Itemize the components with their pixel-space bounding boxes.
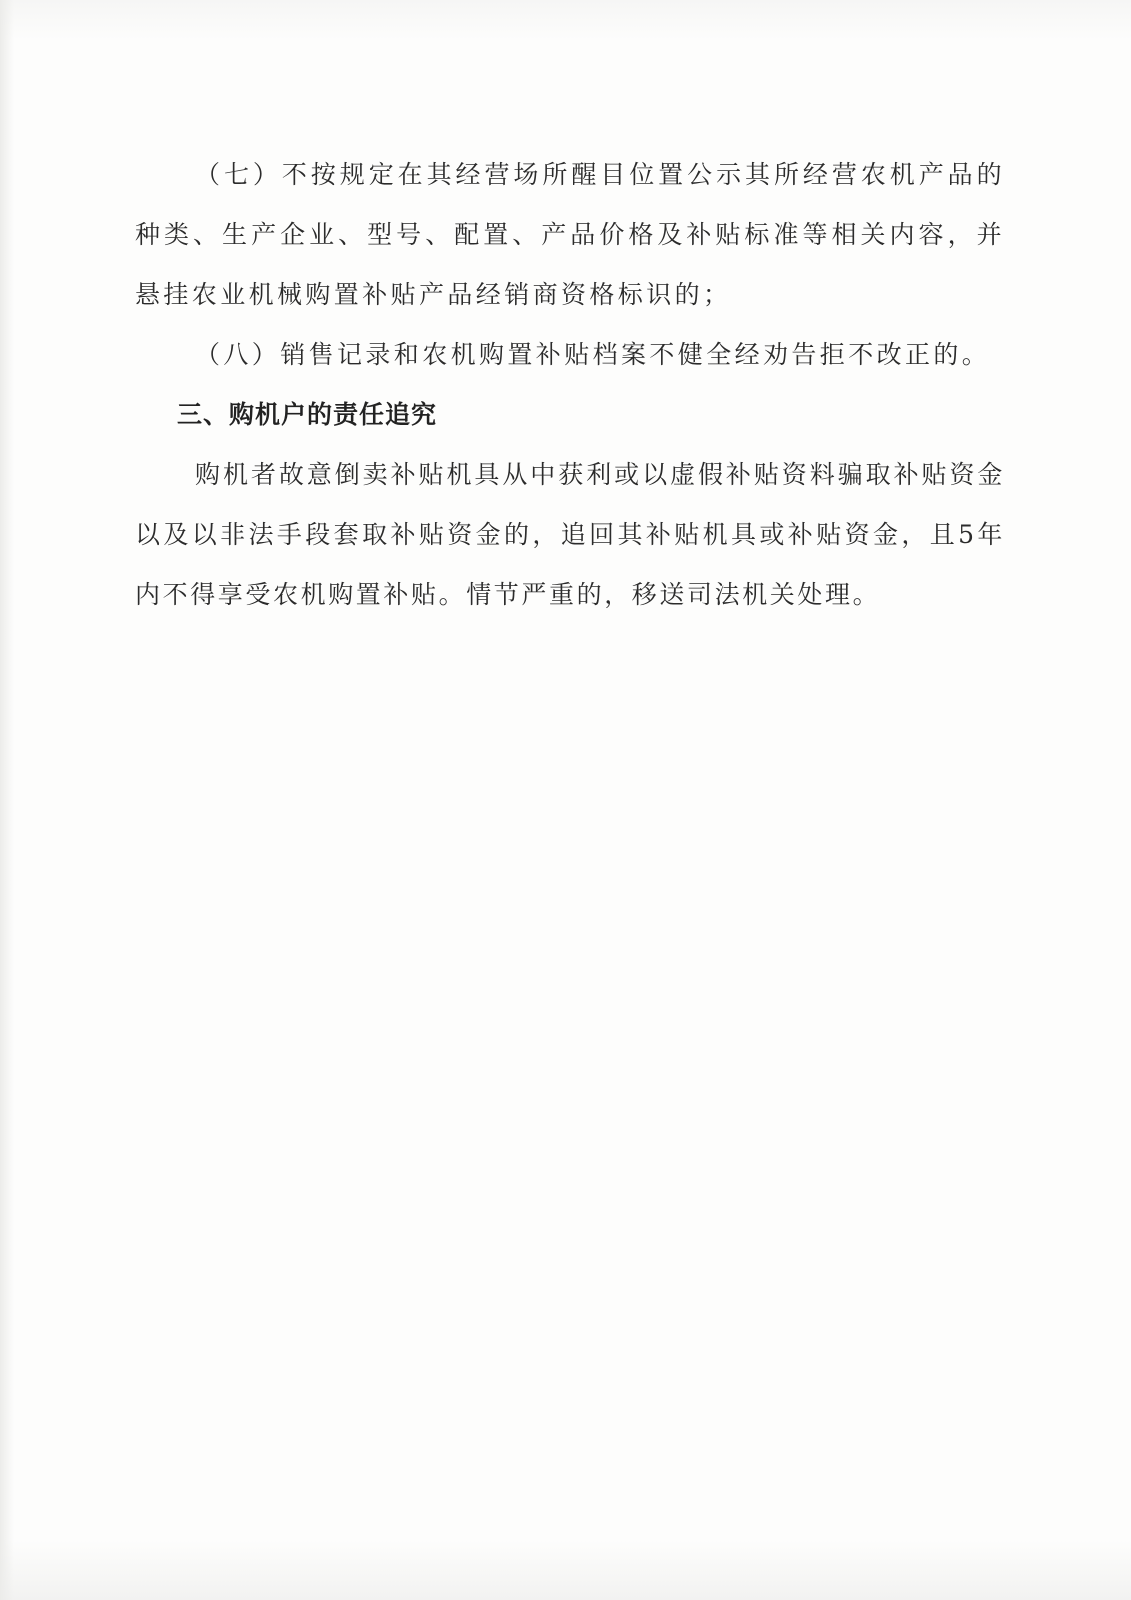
section-heading: 三、购机户的责任追究 — [177, 400, 438, 429]
paragraph-item-8: （八）销售记录和农机购置补贴档案不健全经劝告拒不改正的。 — [195, 340, 991, 369]
scan-edge-shadow — [0, 0, 14, 1600]
document-body — [135, 145, 1005, 625]
section-body-paragraph: 购机者故意倒卖补贴机具从中获利或以虚假补贴资料骗取补贴资金以及以非法手段套取补贴资金的，追回其补贴机具或补贴资金，且5年内不得享受农机购置补贴。情节严重的，移送司法机关处理。 — [135, 460, 1005, 609]
paragraph-item-7: （七）不按规定在其经营场所醒目位置公示其所经营农机产品的种类、生产企业、型号、配置、产品价格及补贴标准等相关内容，并悬挂农业机械购置补贴产品经销商资格标识的； — [135, 160, 1005, 309]
